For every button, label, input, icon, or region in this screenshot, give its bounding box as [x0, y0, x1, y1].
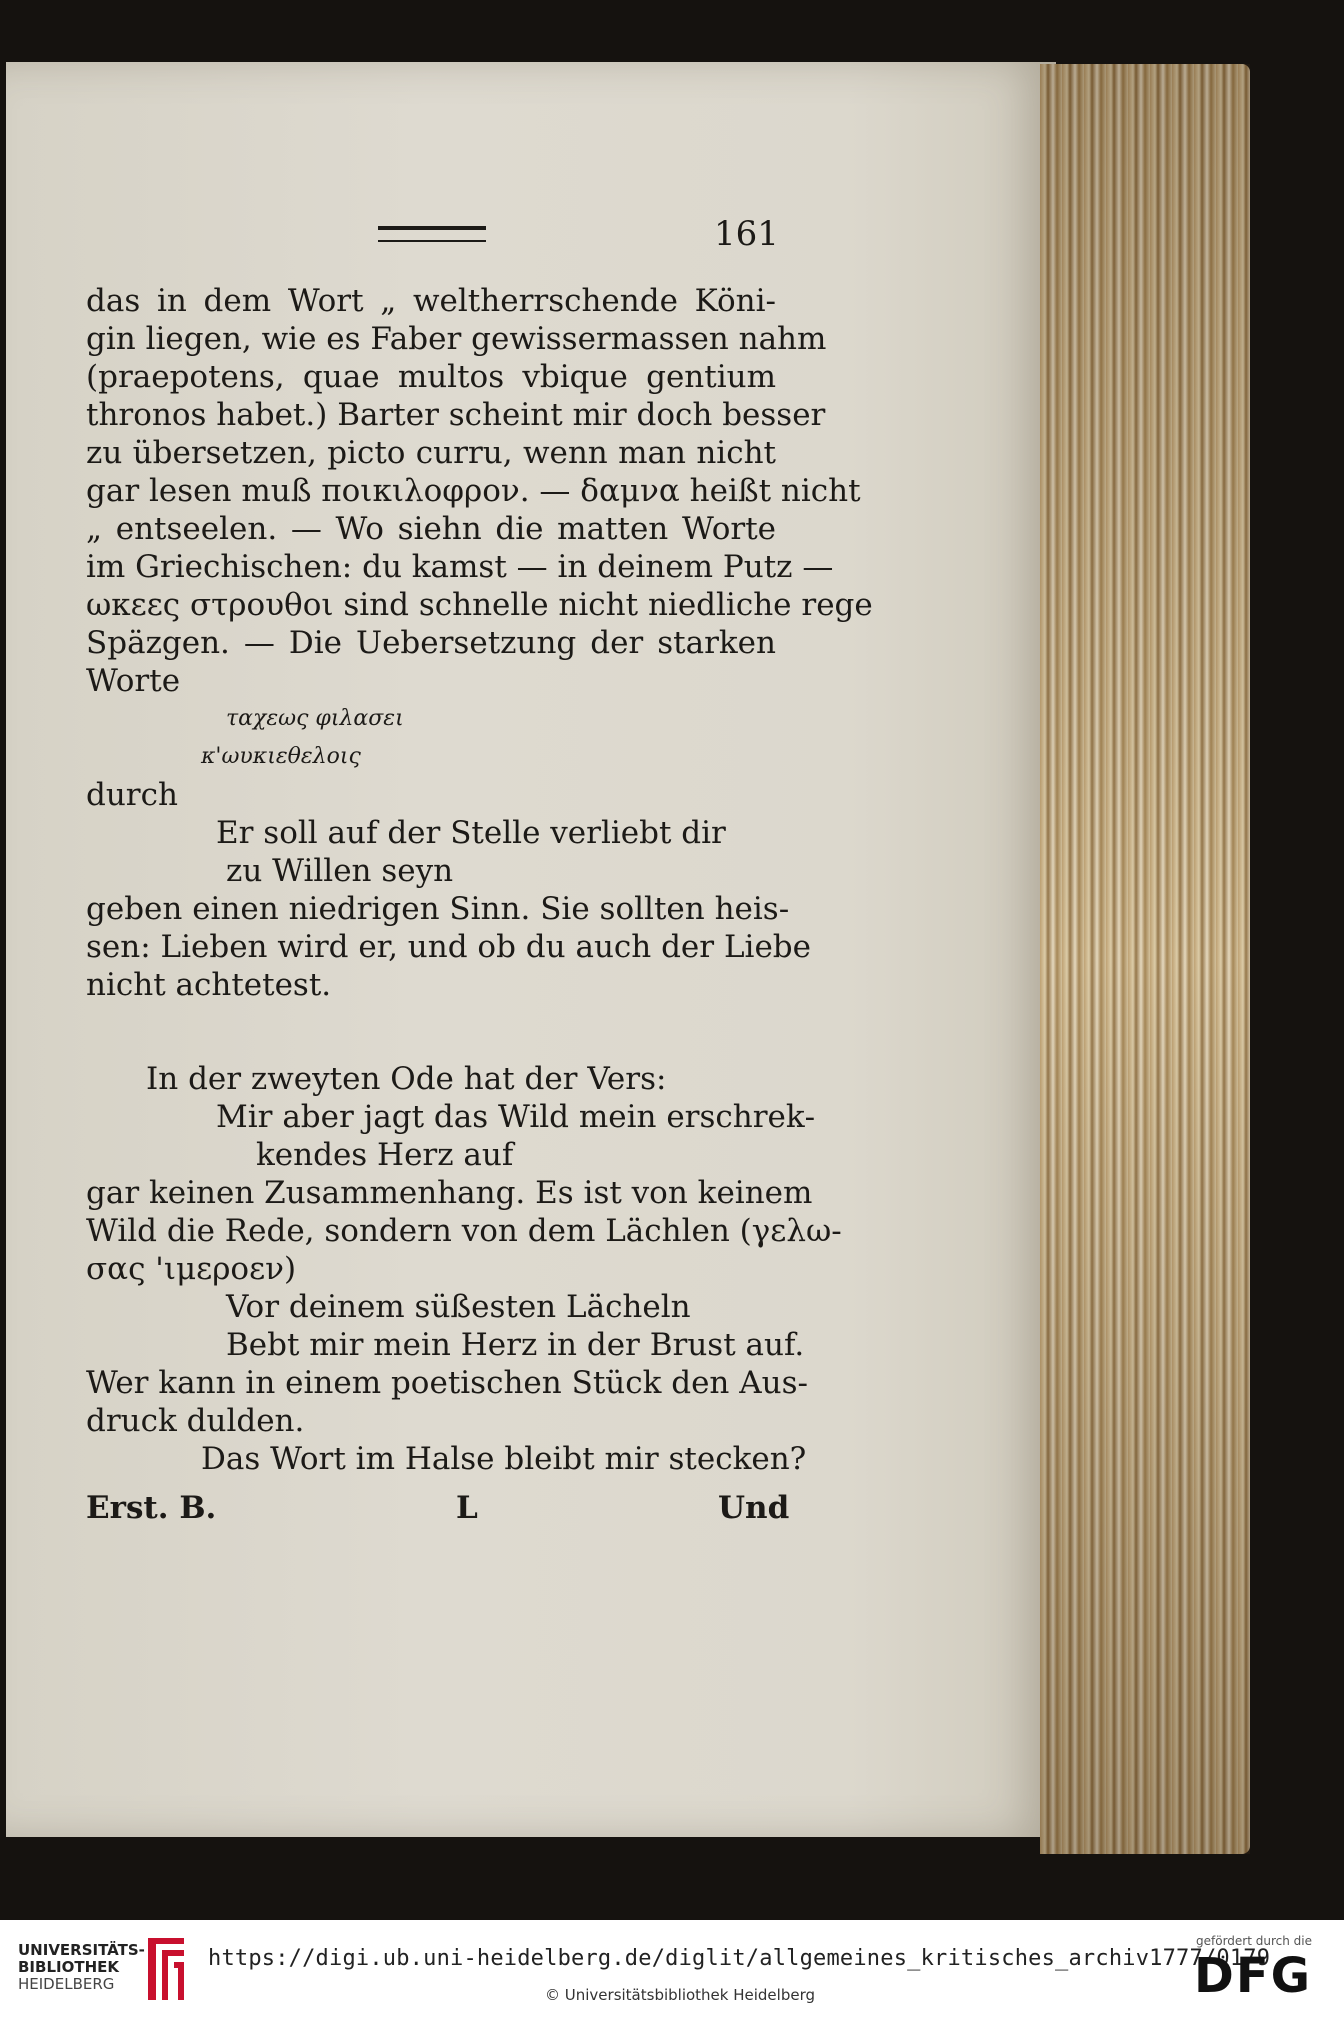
library-name-line: HEIDELBERG — [18, 1975, 115, 1993]
text-line: σας 'ιμεροεν) — [86, 1251, 297, 1287]
verse-line: Das Wort im Halse bleibt mir stecken? — [201, 1441, 807, 1477]
signature-mark: Erst. B. — [86, 1490, 217, 1526]
library-mark-icon — [140, 1934, 190, 2004]
greek-quote-line: κ'ωυκιεθελοις — [201, 744, 361, 769]
funder-label: gefördert durch die — [1196, 1934, 1312, 1948]
text-line: „ entseelen. — Wo siehn die matten Worte — [86, 511, 776, 547]
text-line: im Griechischen: du kamst — in deinem Putz — — [86, 549, 834, 585]
verse-line: Er soll auf der Stelle verliebt dir — [216, 815, 726, 851]
copyright-notice: © Universitätsbibliothek Heidelberg — [545, 1986, 816, 2004]
text-line: (praepotens, quae multos vbique gentium — [86, 359, 776, 395]
text-line: sen: Lieben wird er, und ob du auch der Liebe — [86, 929, 811, 965]
signature-letter: L — [456, 1490, 478, 1526]
header-rule — [378, 226, 486, 242]
text-line: Wer kann in einem poetischen Stück den Aus‑ — [86, 1365, 808, 1401]
text-line: gar keinen Zusammenhang. Es ist von keinem — [86, 1175, 813, 1211]
library-name-line: BIBLIOTHEK — [18, 1958, 119, 1976]
permalink-url[interactable]: https://digi.ub.uni-heidelberg.de/diglit/allgemeines_kritisches_archiv1777/0179 — [208, 1946, 1271, 1971]
page-number: 161 — [714, 214, 779, 254]
verse-line: Bebt mir mein Herz in der Brust auf. — [226, 1327, 805, 1363]
dfg-logo[interactable]: DFG — [1194, 1948, 1313, 2004]
text-line: ωκεες στρουθοι sind schnelle nicht niedliche rege — [86, 587, 873, 623]
viewer-footer — [0, 1920, 1344, 2017]
text-line: druck dulden. — [86, 1403, 305, 1439]
greek-quote-line: ταχεως φιλασει — [226, 706, 404, 731]
ode-intro: In der zweyten Ode hat der Vers: — [146, 1061, 667, 1097]
text-line: das in dem Wort „ weltherrschende Köni‑ — [86, 283, 776, 319]
verse-line: zu Willen seyn — [226, 853, 454, 889]
text-line: gar lesen muß ποικιλοφρον. — δαμνα heißt nicht — [86, 473, 861, 509]
text-line: thronos habet.) Barter scheint mir doch besser — [86, 397, 826, 433]
text-line: Späzgen. — Die Uebersetzung der starken — [86, 625, 776, 661]
library-name-line: UNIVERSITÄTS- — [18, 1941, 145, 1959]
text-line: durch — [86, 777, 178, 813]
text-line: nicht achtetest. — [86, 967, 332, 1003]
verse-line: Vor deinem süßesten Lächeln — [226, 1289, 691, 1325]
catchword: Und — [718, 1490, 790, 1526]
page-edges — [1040, 64, 1250, 1854]
verse-line: kendes Herz auf — [256, 1137, 514, 1173]
library-logo[interactable] — [18, 1942, 145, 1993]
text-line: geben einen niedrigen Sinn. Sie sollten heis‑ — [86, 891, 790, 927]
body-text — [86, 282, 873, 1478]
verse-line: Mir aber jagt das Wild mein erschrek‑ — [216, 1099, 816, 1135]
text-line: gin liegen, wie es Faber gewissermassen nahm — [86, 321, 827, 357]
text-line: Wild die Rede, sondern von dem Lächlen (γελω‑ — [86, 1213, 842, 1249]
text-line: zu übersetzen, picto curru, wenn man nicht — [86, 435, 776, 471]
text-line: Worte — [86, 663, 181, 699]
